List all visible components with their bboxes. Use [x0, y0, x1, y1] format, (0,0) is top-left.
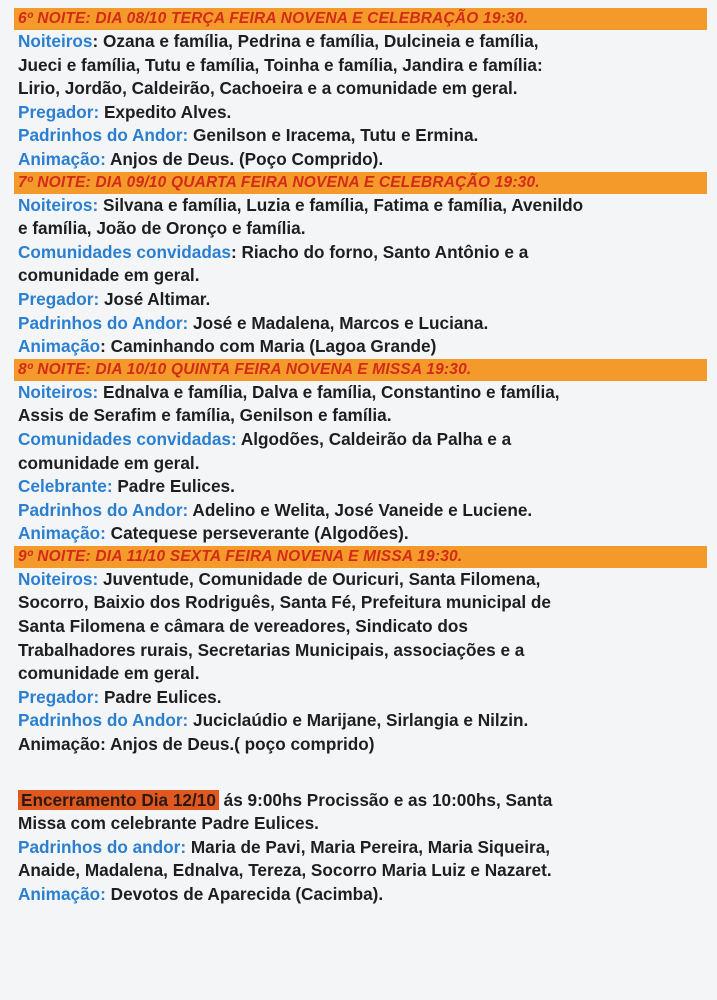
line-text: Silvana e família, Luzia e família, Fatima e família, Avenildo: [98, 194, 584, 215]
text-line: [0, 591, 717, 615]
text-line: [0, 428, 717, 452]
line-text: Socorro, Baixio dos Rodriguês, Santa Fé, Prefeitura municipal de: [18, 592, 551, 613]
text-line: [0, 615, 717, 639]
night-header: 8º NOITE: DIA 10/10 QUINTA FEIRA NOVENA E MISSA 19:30.: [14, 359, 707, 381]
line-text: Padre Eulices.: [99, 686, 222, 707]
text-line: [0, 312, 717, 336]
line-text: comunidade em geral.: [18, 265, 200, 286]
line-text: Ednalva e família, Dalva e família, Constantino e família,: [98, 381, 560, 402]
line-text: Jueci e família, Tutu e família, Toinha e família, Jandira e família:: [18, 54, 543, 75]
text-line: [0, 335, 717, 359]
text-line: [0, 733, 717, 757]
line-text: ás 9:00hs Procissão e as 10:00hs, Santa: [218, 789, 553, 810]
line-text: José Altimar.: [99, 288, 211, 309]
text-line: [0, 499, 717, 523]
line-label: Comunidades convidadas:: [18, 428, 237, 449]
line-text: Devotos de Aparecida (Cacimba).: [105, 884, 384, 904]
line-text: Padre Eulices.: [112, 476, 235, 497]
text-line: [0, 568, 717, 592]
line-label: Celebrante:: [18, 476, 113, 497]
line-text: Santa Filomena e câmara de vereadores, Sindicato dos: [18, 616, 468, 637]
night-header: 7º NOITE: DIA 09/10 QUARTA FEIRA NOVENA E CELEBRAÇÃO 19:30.: [14, 172, 707, 194]
text-line: [0, 883, 717, 907]
line-text: : Ozana e família, Pedrina e família, Dulcineia e família,: [92, 31, 539, 51]
text-line: [0, 639, 717, 663]
text-line: [0, 54, 717, 78]
line-text: Missa com celebrante Padre Eulices.: [18, 813, 319, 834]
night-7-section: [0, 172, 717, 359]
text-line: [0, 288, 717, 312]
text-line: [0, 148, 717, 172]
line-label: Padrinhos do Andor:: [18, 710, 189, 731]
line-text: Juventude, Comunidade de Ouricuri, Santa Filomena,: [98, 568, 541, 589]
text-line: [0, 475, 717, 499]
text-line: [0, 101, 717, 125]
text-line: [0, 812, 717, 836]
text-line: [0, 859, 717, 883]
text-line: [0, 241, 717, 265]
line-text: Anjos de Deus. (Poço Comprido).: [105, 148, 384, 169]
line-label: Pregador:: [18, 101, 100, 122]
line-text: Lirio, Jordão, Caldeirão, Cachoeira e a comunidade em geral.: [18, 78, 518, 99]
line-text: Animação: Anjos de Deus.( poço comprido): [18, 734, 375, 755]
line-text: Genilson e Iracema, Tutu e Ermina.: [188, 125, 479, 146]
text-line: [0, 124, 717, 148]
line-text: Trabalhadores rurais, Secretarias Municipais, associações e a: [18, 639, 525, 660]
text-line: [0, 77, 717, 101]
text-line: [0, 522, 717, 546]
line-text: Maria de Pavi, Maria Pereira, Maria Siqueira,: [186, 836, 551, 857]
line-text: Anaide, Madalena, Ednalva, Tereza, Socorro Maria Luiz e Nazaret.: [18, 860, 552, 881]
text-line: [0, 836, 717, 860]
text-line: [0, 404, 717, 428]
closing-tag: Encerramento Dia 12/10: [18, 790, 219, 810]
line-text: e família, João de Oronço e família.: [18, 218, 306, 239]
line-label: Noiteiros:: [18, 568, 99, 589]
spacer: [0, 757, 717, 789]
line-label: Pregador:: [18, 686, 100, 707]
line-label: Animação:: [18, 523, 106, 544]
text-line: [0, 30, 717, 54]
line-text: Algodões, Caldeirão da Palha e a: [236, 428, 512, 449]
night-9-section: [0, 546, 717, 757]
line-label: Noiteiros:: [18, 381, 99, 402]
line-label: Padrinhos do andor:: [18, 836, 187, 857]
text-line: [0, 452, 717, 476]
night-8-section: [0, 359, 717, 546]
text-line: [0, 194, 717, 218]
text-line: [0, 217, 717, 241]
text-line: [0, 662, 717, 686]
line-text: José e Madalena, Marcos e Luciana.: [188, 312, 489, 333]
line-text: Expedito Alves.: [99, 101, 232, 122]
line-label: Animação:: [18, 884, 106, 904]
line-label: Pregador:: [18, 288, 100, 309]
text-line: [0, 789, 717, 813]
line-text: : Riacho do forno, Santo Antônio e a: [230, 241, 529, 262]
line-text: Juciclaúdio e Marijane, Sirlangia e Nilzin.: [188, 710, 529, 731]
closing-section: [0, 789, 717, 907]
line-text: Assis de Serafim e família, Genilson e família.: [18, 405, 392, 426]
text-line: [0, 709, 717, 733]
line-text: comunidade em geral.: [18, 663, 200, 684]
line-label: Padrinhos do Andor:: [18, 125, 189, 146]
text-line: [0, 381, 717, 405]
line-label: Comunidades convidadas: [18, 241, 231, 262]
line-text: Adelino e Welita, José Vaneide e Luciene.: [188, 499, 533, 520]
line-text: comunidade em geral.: [18, 452, 200, 473]
line-label: Animação: [18, 336, 101, 357]
line-text: Catequese perseverante (Algodões).: [105, 523, 409, 544]
line-label: Noiteiros:: [18, 194, 99, 215]
line-text: : Caminhando com Maria (Lagoa Grande): [100, 336, 437, 357]
line-label: Noiteiros: [18, 31, 93, 51]
text-line: [0, 686, 717, 710]
night-header: 6º NOITE: DIA 08/10 TERÇA FEIRA NOVENA E CELEBRAÇÃO 19:30.: [14, 8, 707, 30]
line-label: Animação:: [18, 148, 106, 169]
night-header: 9º NOITE: DIA 11/10 SEXTA FEIRA NOVENA E MISSA 19:30.: [14, 546, 707, 568]
line-label: Padrinhos do Andor:: [18, 312, 189, 333]
line-label: Padrinhos do Andor:: [18, 499, 189, 520]
night-6-section: [0, 8, 717, 172]
text-line: [0, 264, 717, 288]
